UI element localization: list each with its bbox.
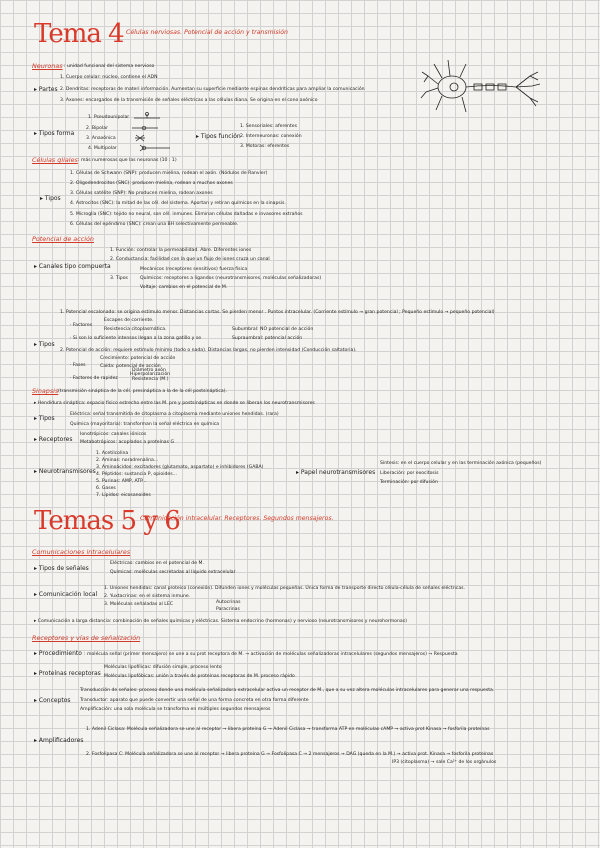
rapidez-item: Resistencia (M.): [132, 377, 169, 382]
receptor-item: Ionotrópicos: canales iónicos: [80, 432, 147, 437]
tipo-funcion-item: 2. Interneuronas: conexión: [240, 134, 302, 139]
fase-item: Hiperpolarización: [130, 372, 171, 377]
tipo-forma-item: 3. Anaxónica: [86, 136, 116, 141]
concepto-item: Amplificación: una sola molécula se transforma en múltiples segundos mensajeros: [80, 707, 271, 712]
partes-item: 1. Cuerpo celular: núcleo, contiene el ADN: [60, 75, 158, 80]
procedimiento-label: ▸ Procedimiento: [34, 650, 82, 657]
conceptos-label: ▸ Conceptos: [34, 697, 71, 704]
tipos-forma-label: ▸ Tipos forma: [34, 130, 75, 137]
partes-label: ▸ Partes: [34, 86, 58, 93]
lec-item: Paracrinas: [216, 607, 240, 612]
tipo-forma-item: 4. Multipolar: [88, 146, 117, 151]
lec-item: Autocrinas: [216, 600, 241, 605]
amplificador-2: 2. Fosfolipasa C: Molécula señalizadora se une al receptor → libera proteína G → Fosfolipasa C → 2 mensajeros → DAG (queda en la M.) → activa prot. Kinasa → fosforila proteínas: [86, 752, 494, 757]
factor-item: Escapes de corriente.: [104, 318, 154, 323]
papel-item: Terminación: por difusión: [380, 480, 438, 485]
tema4-subtitle: Células nerviosas. Potencial de acción y transmisión: [126, 29, 288, 36]
tema56-subtitle: Comunicación intracelular. Receptores. Segundos mensajeros.: [140, 515, 334, 522]
nt-item: 1. Acetilcolina: [96, 451, 129, 456]
tema56-title: Temas 5 y 6: [34, 506, 180, 536]
sinapsis-tipo: Eléctrica: señal transmitida de citoplasma a citoplasma mediante uniones hendidas. (rara): [70, 412, 279, 417]
glia-item: 1. Células de Schwann (SNP): producen mielina, rodean el axón. (Nódulos de Ranvier): [70, 171, 268, 176]
canales-item: 1. Función: controlar la permeabilidad. Abre. Diferentes iones: [110, 248, 252, 253]
tipo-funcion-item: 1. Sensoriales: aferentes: [240, 124, 297, 129]
papel-label: ▸ Papel neurotransmisores: [296, 469, 376, 476]
glia-item: 6. Células del epéndimo (SNC): crean una BH selectivamente permeable.: [70, 222, 239, 227]
pa-heading: Potencial de acción: [32, 235, 94, 243]
senales-label: ▸ Tipos de señales: [34, 565, 89, 572]
local-item: 3. Moléculas señaladas al LEC: [104, 602, 173, 607]
local-item: 1. Uniones hendidas: canal proteico (conexión). Difunden iones y moléculas pequeñas. Única forma de transporte directo célula-célula de señales eléctricas.: [104, 586, 465, 591]
local-item: 2. Yuxtacrinas: en el sistema inmune.: [104, 594, 191, 599]
procedimiento: : molécula señal (primer mensajero) se une a su prot receptora de M. → activación de moléculas señalizadoras intracelulares (segundos mensajeros) → Respuesta: [84, 652, 458, 657]
factores-label: · Factores: [70, 323, 93, 328]
neuronas-def: : unidad funcional del sistema nervioso: [64, 64, 155, 69]
receptor-item: Metabotrópicos: acoplados a proteínas G: [80, 440, 175, 445]
amplificador-1: 1. Adenil Ciclasa: Molécula señalizadora se une al receptor → libera proteína G → Adenil Ciclasa → transforma ATP en moléculas cAMP → activa prot Kinasa → fosforila proteínas: [86, 727, 490, 732]
nt-label: ▸ Neurotransmisores: [34, 468, 96, 475]
tipo-forma-item: 2. Bipolar: [86, 126, 108, 131]
senal-item: Químicas: moléculas secretadas al líquido extracelular: [110, 570, 236, 575]
concepto-item: Transducción de señales: proceso donde una molécula señalizadora extracelular activa un receptor de M., que a su vez altera moléculas intracelulares para generar una respuesta.: [80, 688, 495, 693]
canales-item: 3. Tipos: [110, 276, 128, 281]
umbral-item: Supraumbral: potencial acción: [232, 336, 303, 341]
nt-item: 3. Aminoácidos: excitadores (glutamato, aspartato) e inhibidores (GABA): [96, 465, 264, 470]
sinapsis-heading: Sinapsis: [32, 387, 59, 395]
umbral-item: Subumbral: NO potencial de acción: [232, 327, 314, 332]
rapidez-item: Diámetro axón: [132, 368, 166, 373]
potencial-accion: 2. Potencial de acción: requiere estímulo mínimo (todo o nada). Distancias largas, no pierden intensidad (Conducción saltatoria).: [60, 348, 357, 353]
potencial-gradual: 1. Potencial escalonado: se origina estímulo menor. Distancias cortas. Se pierden menor . Puntos intracelular. (Corriente estímulo → gran potencial ; Pequeño estímulo → pequeño potencial): [60, 310, 495, 315]
nt-item: 4. Péptidos: sustancia P, opioides...: [96, 472, 177, 477]
umbral-line: · Si son lo suficiente intensos llegan a la zona gatillo y se: [70, 336, 202, 341]
neuronas-heading: Neuronas: [32, 62, 63, 70]
prot-item: Moléculas lipofílicas: difusión simple, proceso lento: [104, 665, 222, 670]
senal-item: Eléctricas: cambios en el potencial de M.: [110, 561, 204, 566]
fase-item: Crecimiento: potencial de acción: [100, 356, 176, 361]
nt-item: 7. Lípidos: eicosanoides: [96, 493, 151, 498]
partes-item: 2. Dendritas: receptoras de materi información. Aumentan su superficie mediante espinas dendríticas para ampliar la comunicación: [60, 87, 365, 92]
tipo-canal-item: Mecánicos (receptores sensitivos) fuerza física: [140, 267, 248, 272]
amplificadores-label: ▸ Amplificadores: [34, 737, 84, 744]
fases-label: · Fases: [70, 363, 86, 368]
factor-item: Resistencia citoplasmática.: [104, 327, 167, 332]
neuron-drawing: [420, 54, 550, 124]
sinapsis-tipos-label: ▸ Tipos: [34, 415, 55, 422]
papel-item: Liberación: por exocitosis: [380, 471, 439, 476]
sinapsis-tipo: Química (mayoritaria): transforman la señal eléctrica en química: [70, 422, 220, 427]
nt-item: 6. Gases: [96, 486, 116, 491]
hendidura: ▸ Hendidura sináptica: espacio físico estrecho entre las M. pre y postsinápticas en donde se liberan los neurotransmisores: [34, 401, 315, 406]
comunicaciones-heading: Comunicaciones intracelulares: [32, 548, 131, 556]
glia-item: 5. Microglía (SNC): tejido no neural, son cél. inmunes. Eliminan células dañadas e invasores extraños: [70, 212, 303, 217]
local-label: ▸ Comunicación local: [34, 591, 98, 598]
tipo-forma-item: 1. Pseudounipolar: [88, 115, 130, 120]
tema4-title: Tema 4: [34, 19, 124, 49]
tipos-funcion-label: ▸ Tipos función: [196, 133, 241, 140]
larga-distancia: ▸ Comunicación a larga distancia: combinación de señales químicas y eléctricas. Sistema endocrino (hormonas) y nervioso (neurotransmisores y neurohormonas): [34, 619, 407, 624]
pa-tipos-label: ▸ Tipos: [34, 341, 55, 348]
canales-label: ▸ Canales tipo compuerta: [34, 263, 111, 270]
glia-item: 2. Oligodendrocitos (SNC): producen mielina, rodean a muchos axones: [70, 181, 233, 186]
canales-item: 2. Conductancia: facilidad con la que un flujo de iones cruza un canal: [110, 257, 270, 262]
amplificador-2b: IP3 (citoplasma) → sale Ca²⁺ de los orgánulos: [392, 760, 497, 765]
papel-item: Síntesis: en el cuerpo celular y en las terminación axónica (pequeños): [380, 461, 542, 466]
rapidez-label: · Factores de rapidez: [70, 376, 118, 381]
glia-item: 3. Células satélite (SNP): No producen mielina, rodean axones: [70, 191, 213, 196]
tipo-canal-item: Químicos: receptores a ligandos (neurotransmisores, moléculas señalizadoras): [140, 276, 322, 281]
fase-item: Caída: potencial de acción: [100, 364, 161, 369]
receptores-label: ▸ Receptores: [34, 436, 73, 443]
glia-item: 4. Astrocitos (SNC): la mitad de las cél. del sistema. Aportan y retiran químicos en la sinapsis.: [70, 201, 286, 206]
glia-heading: Células gliales: [32, 156, 78, 164]
sinapsis-def: (transmisión sináptica de la cél. presináptica a la de la cél postsináptica).: [58, 389, 227, 394]
glia-tipos-label: ▸ Tipos: [40, 195, 61, 202]
tipo-funcion-item: 3. Motoras: eferentes: [240, 144, 290, 149]
prot-item: Moléculas lipofóbicas: unión a través de proteínas receptoras de M. proceso rápido: [104, 674, 295, 679]
prot-receptoras-label: ▸ Proteínas receptoras: [34, 670, 101, 677]
glia-def: : más numerosas que las neuronas (10 : 1): [78, 158, 177, 163]
neuron-types-sketch: [130, 112, 190, 154]
receptores-heading: Receptores y vías de señalización: [32, 634, 141, 642]
concepto-item: Transductor: aparato que puede convertir una señal de una forma concreta en otra forma diferente: [80, 698, 309, 703]
nt-item: 2. Aminas: noradrenalina...: [96, 458, 159, 463]
tipo-canal-item: Voltaje: cambios en el potencial de M.: [140, 285, 228, 290]
nt-item: 5. Purinas: AMP, ATP...: [96, 479, 147, 484]
partes-item: 3. Axones: encargados de la transmisión de señales eléctricas a las células diana. Se origina en el cono axónico: [60, 98, 318, 103]
